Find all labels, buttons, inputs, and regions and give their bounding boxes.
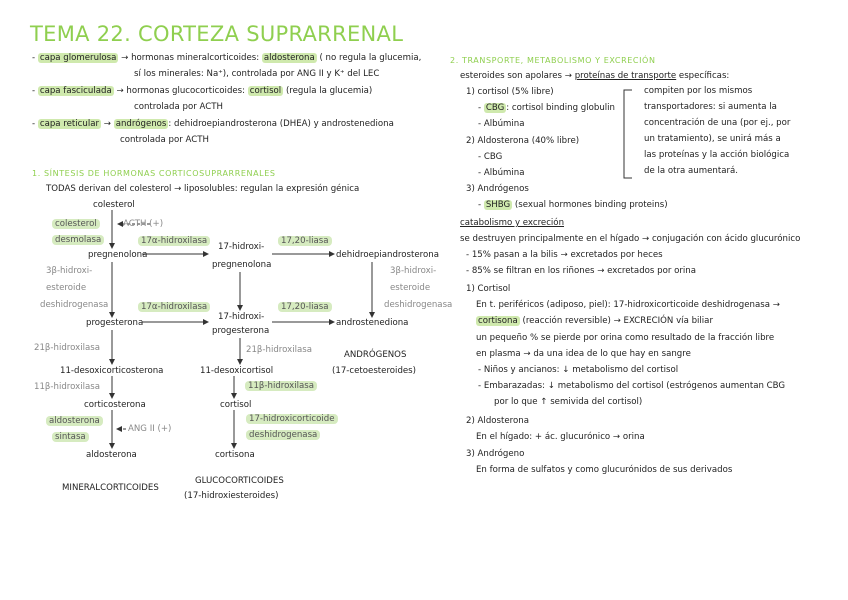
transport-androgenos: 3) Andrógenos	[466, 184, 529, 194]
intro-line-4: controlada por ACTH	[134, 102, 223, 112]
note-line-3: concentración de una (por ej., por	[644, 118, 791, 128]
node-colesterol: colesterol	[93, 200, 135, 210]
enzyme-aldosterona: aldosterona	[46, 416, 103, 426]
note-line-6: de la otra aumentará.	[644, 166, 739, 176]
enzyme-3b-left-3: deshidrogenasa	[40, 300, 109, 310]
intro-line-3: - capa fasciculada → hormonas glucocorticoides: cortisol (regula la glucemia)	[32, 86, 373, 96]
note-line-4: un tratamiento), se unirá más a	[644, 134, 781, 144]
capa-glomerulosa: capa glomerulosa	[39, 53, 117, 63]
enzyme-17a-hidroxilasa-2: 17α-hidroxilasa	[138, 302, 210, 312]
capa-fasciculada: capa fasciculada	[39, 86, 112, 96]
node-17-hidroxiprogesterona-a: 17-hidroxi-	[218, 312, 265, 322]
transport-shbg: - SHBG (sexual hormones binding proteins)	[478, 200, 668, 210]
cortisol-highlight: cortisol	[249, 86, 282, 96]
section-2-heading: 2. TRANSPORTE, METABOLISMO Y EXCRECIÓN	[450, 56, 656, 65]
label-17-hidroxiesteroides: (17-hidroxiesteroides)	[184, 491, 279, 501]
catabolism-line-3: - 85% se filtran en los riñones → excretados por orina	[466, 266, 696, 276]
intro-line-5: - capa reticular → andrógenos : dehidroepiandrosterona (DHEA) y androstenediona	[32, 119, 394, 129]
enzyme-colesterol: colesterol	[52, 219, 100, 229]
transport-albumina-1: - Albúmina	[478, 119, 525, 129]
catabolism-cortisol-6: - Niños y ancianos: ↓ metabolismo del cortisol	[478, 365, 679, 375]
transport-albumina-2: - Albúmina	[478, 168, 525, 178]
catabolism-line-1: se destruyen principalmente en el hígado → conjugación con ácido glucurónico	[460, 234, 801, 244]
enzyme-deshidrogenasa: deshidrogenasa	[246, 430, 320, 440]
enzyme-21b-left: 21β-hidroxilasa	[34, 343, 101, 353]
transport-aldosterona: 2) Aldosterona (40% libre)	[466, 136, 580, 146]
node-cortisol: cortisol	[220, 400, 252, 410]
node-aldosterona: aldosterona	[86, 450, 137, 460]
node-cortisona: cortisona	[215, 450, 255, 460]
catabolism-androgeno: 3) Andrógeno	[466, 449, 525, 459]
catabolism-heading: catabolismo y excreción	[460, 218, 565, 228]
label-androgenos: ANDRÓGENOS	[344, 350, 407, 360]
catabolism-aldosterona-2: En el hígado: + ác. glucurónico → orina	[476, 432, 645, 442]
enzyme-11b-right: 11β-hidroxilasa	[245, 381, 317, 391]
transport-cbg-2: - CBG	[478, 152, 503, 162]
node-androstenediona: androstenediona	[336, 318, 409, 328]
catabolism-cortisol: 1) Cortisol	[466, 284, 511, 294]
catabolism-cortisol-2: En t. periféricos (adiposo, piel): 17-hidroxicorticoide deshidrogenasa →	[476, 300, 780, 310]
enzyme-1720-liasa-2: 17,20-liasa	[278, 302, 332, 312]
catabolism-androgeno-2: En forma de sulfatos y como glucurónidos de sus derivados	[476, 465, 733, 475]
enzyme-11b-left: 11β-hidroxilasa	[34, 382, 101, 392]
intro-line-2: sí los minerales: Na⁺), controlada por ANG II y K⁺ del LEC	[134, 69, 380, 79]
enzyme-desmolasa: desmolasa	[52, 235, 104, 245]
node-pregnenolona: pregnenolona	[88, 250, 148, 260]
label-glucocorticoides: GLUCOCORTICOIDES	[195, 476, 284, 486]
proteinas-transporte: proteínas de transporte	[574, 71, 677, 81]
aldosterona-highlight: aldosterona	[263, 53, 315, 63]
enzyme-3b-right-3: deshidrogenasa	[384, 300, 453, 310]
enzyme-3b-right-1: 3β-hidroxi-	[390, 266, 437, 276]
note-line-1: compiten por los mismos	[644, 86, 753, 96]
enzyme-3b-right-2: esteroide	[390, 283, 431, 293]
note-line-5: las proteínas y la acción biológica	[644, 150, 790, 160]
acth-label: ACTH (+)	[123, 219, 164, 229]
enzyme-21b-right: 21β-hidroxilasa	[246, 345, 313, 355]
enzyme-1720-liasa-1: 17,20-liasa	[278, 236, 332, 246]
catabolism-cortisol-4: un pequeño % se pierde por orina como resultado de la fracción libre	[476, 333, 775, 343]
enzyme-sintasa: sintasa	[52, 432, 89, 442]
catabolism-cortisol-8: por lo que ↑ semivida del cortisol)	[494, 397, 643, 407]
node-11-desoxicortisol: 11-desoxicortisol	[200, 366, 274, 376]
intro-line-6: controlada por ACTH	[120, 135, 209, 145]
enzyme-17-hidroxicorticoide: 17-hidroxicorticoide	[246, 414, 338, 424]
ang-label: ANG II (+)	[128, 424, 172, 434]
node-17-hidroxipregnenolona-b: pregnenolona	[212, 260, 272, 270]
section-1-heading: 1. SÍNTESIS DE HORMONAS CORTICOSUPRARRENALES	[32, 169, 276, 178]
transport-cortisol: 1) cortisol (5% libre)	[466, 87, 554, 97]
catabolism-line-2: - 15% pasan a la bilis → excretados por heces	[466, 250, 663, 260]
enzyme-17a-hidroxilasa-1: 17α-hidroxilasa	[138, 236, 210, 246]
catabolism-cortisol-5: en plasma → da una idea de lo que hay en sangre	[476, 349, 691, 359]
transport-cbg: - CBG : cortisol binding globulin	[478, 103, 615, 113]
node-17-hidroxiprogesterona-b: progesterona	[212, 326, 270, 336]
node-dhea: dehidroepiandrosterona	[336, 250, 439, 260]
node-17-hidroxipregnenolona-a: 17-hidroxi-	[218, 242, 265, 252]
note-line-2: transportadores: si aumenta la	[644, 102, 777, 112]
synthesis-subtitle: TODAS derivan del colesterol → liposolubles: regulan la expresión génica	[46, 184, 360, 194]
label-17-cetoesteroides: (17-cetoesteroides)	[332, 366, 417, 376]
label-mineralcorticoides: MINERALCORTICOIDES	[62, 483, 159, 493]
catabolism-cortisol-7: - Embarazadas: ↓ metabolismo del cortisol (estrógenos aumentan CBG	[478, 381, 786, 391]
node-progesterona: progesterona	[86, 318, 144, 328]
catabolism-cortisol-3: cortisona (reacción reversible) → EXCRECIÓN vía biliar	[478, 316, 713, 326]
transport-line-1: esteroides son apolares → proteínas de transporte específicas:	[460, 71, 730, 81]
catabolism-aldosterona: 2) Aldosterona	[466, 416, 529, 426]
capa-reticular: capa reticular	[39, 119, 100, 129]
enzyme-3b-left-2: esteroide	[46, 283, 87, 293]
enzyme-3b-left-1: 3β-hidroxi-	[46, 266, 93, 276]
androgenos-highlight: andrógenos	[115, 119, 167, 129]
node-corticosterona: corticosterona	[84, 400, 146, 410]
node-11-desoxicorticosterona: 11-desoxicorticosterona	[60, 366, 164, 376]
page-title: TEMA 22. CORTEZA SUPRARRENAL	[30, 22, 404, 46]
intro-line-1: - capa glomerulosa → hormonas mineralcorticoides: aldosterona ( no regula la glucemia,	[32, 53, 422, 63]
